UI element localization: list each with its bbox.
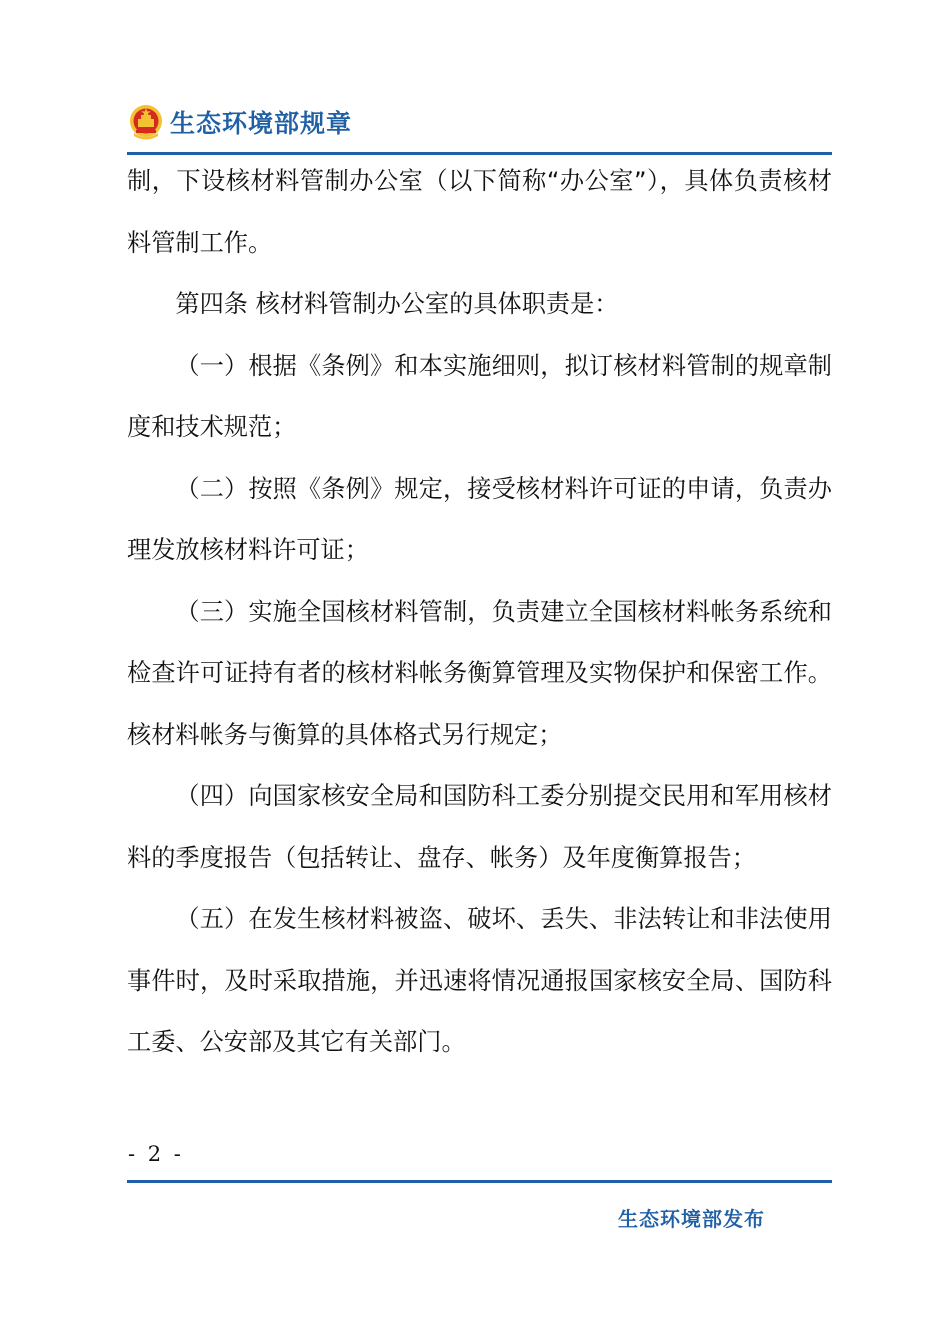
duty-item-5: （五）在发生核材料被盗、破坏、丢失、非法转让和非法使用事件时，及时采取措施，并迅速将情况通报国家核安全局、国防科工委、公安部及其它有关部门。 — [127, 905, 832, 1056]
header-title: 生态环境部规章 — [170, 109, 353, 138]
document-body — [127, 151, 832, 1074]
footer-divider — [127, 1180, 832, 1183]
duty-item-4: （四）向国家核安全局和国防科工委分别提交民用和军用核材料的季度报告（包括转让、盘存、帐务）及年度衡算报告； — [127, 782, 832, 872]
duty-item-2: （二）按照《条例》规定，接受核材料许可证的申请，负责办理发放核材料许可证； — [127, 474, 832, 564]
paragraph-continuation: 制，下设核材料管制办公室（以下简称“办公室”），具体负责核材料管制工作。 — [127, 167, 832, 257]
duty-item-3: （三）实施全国核材料管制，负责建立全国核材料帐务系统和检查许可证持有者的核材料帐务衡算管理及实物保护和保密工作。核材料帐务与衡算的具体格式另行规定； — [127, 597, 832, 749]
page-header — [128, 100, 352, 144]
footer-publisher: 生态环境部发布 — [618, 1207, 765, 1231]
duty-item-1: （一）根据《条例》和本实施细则，拟订核材料管制的规章制度和技术规范； — [127, 351, 832, 441]
national-emblem-icon — [128, 103, 164, 141]
page-number: - 2 - — [128, 1142, 184, 1166]
article-four-heading: 第四条 核材料管制办公室的具体职责是： — [175, 290, 619, 318]
